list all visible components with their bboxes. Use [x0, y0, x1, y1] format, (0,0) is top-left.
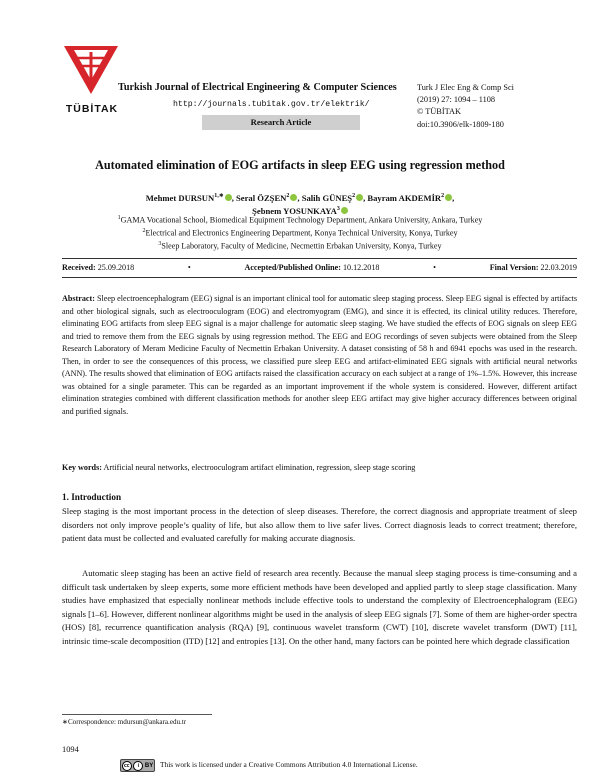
final-date: [490, 263, 577, 272]
footnote-divider: [62, 714, 212, 715]
divider: [62, 277, 577, 278]
abstract-label: Abstract:: [62, 294, 95, 303]
affiliation-sup: 2: [142, 227, 146, 234]
affiliation-sup: 1: [117, 215, 121, 221]
affiliation-text: Sleep Laboratory, Faculty of Medicine, Necmettin Erbakan University, Konya, Turkey: [161, 241, 442, 251]
received-label: Received:: [62, 263, 96, 272]
author-name: Seral ÖZŞEN: [236, 192, 287, 203]
by-label: BY: [144, 762, 154, 769]
tubitak-logo-icon: [62, 44, 120, 102]
article-type-banner: Research Article: [202, 115, 360, 130]
author-sup: 2: [352, 193, 356, 199]
copyright: © TÜBİTAK: [417, 107, 461, 117]
keywords-label: Key words:: [62, 463, 102, 472]
affiliation-sup: 3: [158, 240, 162, 247]
cc-icon: cc: [122, 761, 132, 771]
orcid-icon[interactable]: [290, 194, 297, 201]
separator-dot: •: [187, 263, 191, 272]
affiliation-text: GAMA Vocational School, Biomedical Equipment Technology Department, Ankara University, Ankara, Turkey: [120, 215, 483, 225]
journal-name: Turkish Journal of Electrical Engineering & Computer Sciences: [118, 82, 397, 93]
accepted-value: 10.12.2018: [342, 263, 380, 272]
abstract-text: Sleep electroencephalogram (EEG) signal is an important clinical tool for automatic sleep staging process. Sleep EEG signal is effected by artifacts and other biological signals, such as electrooculogram (EOG) and electromyogram (EMG), and since it is effected, its clinical utility reduces. Therefore, eliminating EOG artifacts from sleep EEG signal is a major challenge for automatic sleep staging. We have studied the effects of EOG signals on sleep EEG and tried to remove them from the EEG signals by using regression method. The EEG and EOG recordings of seven subjects were obtained from the Sleep Research Laboratory of Meram Medicine Faculty of Necmettin Erbakan University. A dataset consisting of 58 h and 6941 epochs was used in the research. Then, in order to see the consequences of this process, we classified pure sleep EEG and artifact-eliminated EEG signals with artificial neural networks (ANN). The results showed that elimination of EOG artifacts raised the classification accuracy on each subject at a range of 1%–1.5%. However, this increase was obtained for a single parameter. This can be regarded as an important improvement if the whole system is considered. However, different artifact elimination strategies combined with different classification methods for another sleep EEG artifact may give higher accuracy differences between original and purified signals.: [62, 294, 578, 416]
abstract: [62, 293, 577, 418]
dates-row: [62, 263, 577, 272]
cc-by-badge-icon[interactable]: [120, 759, 155, 772]
separator-dot: •: [433, 263, 436, 272]
author-name: Salih GÜNEŞ: [301, 192, 353, 203]
section-heading: 1. Introduction: [62, 492, 122, 502]
author-sup: 2: [441, 193, 445, 199]
author-name: Mehmet DURSUN: [145, 192, 215, 203]
author-name: Şebnem YOSUNKAYA: [252, 205, 337, 216]
keywords: [62, 463, 577, 472]
received-value: 25.09.2018: [97, 263, 135, 272]
affiliation-item: [0, 213, 600, 226]
author-sup: 2: [286, 193, 290, 199]
volume-pages: (2019) 27: 1094 – 1108: [417, 95, 496, 105]
accepted-label: Accepted/Published Online:: [244, 263, 341, 272]
author-sup: 1,∗: [214, 193, 224, 199]
journal-info: [417, 82, 577, 131]
license-text: This work is licensed under a Creative Commons Attribution 4.0 International License.: [160, 760, 418, 769]
doi[interactable]: doi:10.3906/elk-1809-180: [417, 119, 504, 129]
logo-wordmark: TÜBİTAK: [65, 103, 119, 115]
author-sup: 3: [336, 205, 340, 212]
correspondence-footnote: ∗Correspondence: mdursun@ankara.edu.tr: [62, 718, 187, 726]
final-value: 22.03.2019: [540, 263, 577, 272]
journal-abbrev: Turk J Elec Eng & Comp Sci: [417, 83, 514, 92]
attribution-icon: i: [133, 761, 143, 771]
affiliation-item: [0, 239, 600, 252]
affiliation-text: Electrical and Electronics Engineering Department, Konya Technical University, Konya, Turkey: [145, 228, 458, 238]
divider: [62, 258, 577, 259]
journal-url[interactable]: http://journals.tubitak.gov.tr/elektrik/: [173, 100, 370, 109]
keywords-text: Artificial neural networks, electrooculogram artifact elimination, regression, sleep stage scoring: [103, 463, 416, 472]
affiliations: [0, 213, 600, 251]
orcid-icon[interactable]: [445, 194, 452, 201]
paragraph: Automatic sleep staging has been an active field of research area recently. Because the manual sleep staging process is time-consuming and a difficult task undertaken by sleep experts, some more efficient methods have been developed and applied partly to sleep stage classification. Many studies have emphasized that especially nonlinear methods include effective tools to understand the complexity of Electroencephalogram (EEG) signals [1–6]. However, different nonlinear algorithms might be used in the analysis of sleep EEG signals [7]. Some of them are higher-order spectra (HOS) [8], recurrence quantification analysis (RQA) [9], continuous wavelet transform (CWT) [10], discrete wavelet transform (DWT) [11], intrinsic time-scale decomposition (ITD) [12] and entropies [13]. On the other hand, many factors can be pointed here which degrade classification: [62, 568, 577, 646]
final-label: Final Version:: [489, 263, 539, 272]
received-date: [62, 263, 134, 272]
author-name: Bayram AKDEMİR: [367, 192, 442, 203]
author-list: Mehmet $DURSUN^{1,∗}$ , Seral ÖZŞEN$^2$ , Salih GÜNEŞ$^2$ , Bayram AKDEMİR$^2$ , Şebnem YOSUNKAYA$^3$: [145, 192, 455, 216]
page-number: 1094: [62, 745, 79, 754]
orcid-icon[interactable]: [356, 194, 363, 201]
paper-title: Automated elimination of EOG artifacts in sleep EEG using regression method: [95, 158, 505, 172]
paragraph: Sleep staging is the most important process in the detection of sleep diseases. Therefore, the correct diagnosis and appropriate treatment of sleep disorders not only improve people’s quality of life, but also allow them to live safer lives. Correct diagnosis leads to correct treatment; therefore, patient data must be collected and evaluated carefully for making accurate diagnosis.: [62, 506, 577, 543]
accepted-date: [244, 263, 379, 272]
orcid-icon[interactable]: [225, 194, 232, 201]
affiliation-item: [0, 226, 600, 239]
